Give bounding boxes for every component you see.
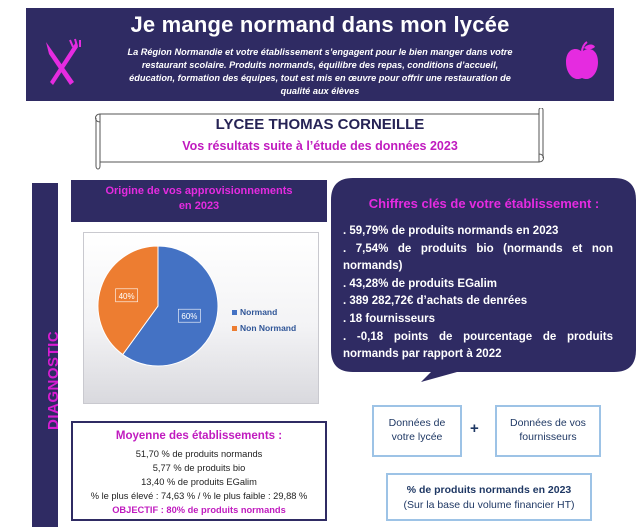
header-description: La Région Normandie et votre établissement s’engagent pour le bien manger dans votre restaurant scolaire. Produits normands, équilibre des repas, conditions d’accueil, éducation, formation des équipes, tout est mis en œuvre pour offrir une restauration de qualité aux élèves xyxy=(127,47,513,96)
average-lines xyxy=(73,447,325,517)
average-line: 5,77 % de produits bio xyxy=(152,463,246,473)
origin-title-box xyxy=(71,180,327,222)
average-title: Moyenne des établissements : xyxy=(115,430,283,442)
average-line: 51,70 % de produits normands xyxy=(135,449,263,459)
origin-title-line2: en 2023 xyxy=(178,200,220,212)
key-figure-item: . 43,28% de produits EGalim xyxy=(343,277,498,290)
key-figures-title: Chiffres clés de votre établissement : xyxy=(368,196,600,211)
result-note: (Sur la base du volume financier HT) xyxy=(403,499,575,511)
objective-line: OBJECTIF : 80% de produits normands xyxy=(112,505,286,515)
school-name: LYCEE THOMAS CORNEILLE xyxy=(215,116,425,133)
data-school-line2: votre lycée xyxy=(391,431,443,443)
chart-legend xyxy=(232,307,296,339)
data-school-line1: Données de xyxy=(388,417,446,429)
key-figure-item: . -0,18 points de pourcentage de produits normands par rapport à 2022 xyxy=(343,330,613,361)
result-title: % de produits normands en 2023 xyxy=(406,484,572,496)
data-suppliers-line2: fournisseurs xyxy=(519,431,577,443)
key-figure-item: . 389 282,72€ d’achats de denrées xyxy=(343,295,528,308)
header-banner xyxy=(26,8,614,101)
data-suppliers-line1: Données de vos xyxy=(510,417,586,429)
result-box xyxy=(386,473,592,521)
origin-title-line1: Origine de vos approvisionnements xyxy=(105,185,293,197)
plus-sign: + xyxy=(470,420,479,437)
legend-item-non-normand xyxy=(232,323,296,333)
legend-swatch-normand xyxy=(232,310,237,315)
legend-label-normand: Normand xyxy=(240,307,278,317)
key-figure-item: . 18 fournisseurs xyxy=(343,312,436,325)
page-title: Je mange normand dans mon lycée xyxy=(130,12,510,37)
diagnostic-label: DIAGNOSTIC xyxy=(45,330,62,430)
data-school-box xyxy=(372,405,462,457)
average-line: % le plus élevé : 74,63 % / % le plus faible : 29,88 % xyxy=(90,491,308,501)
cutlery-icon xyxy=(40,38,82,88)
apple-icon xyxy=(562,40,602,84)
legend-label-non-normand: Non Normand xyxy=(240,323,297,333)
pie-label-non-normand: 40% xyxy=(118,291,135,301)
legend-item-normand xyxy=(232,307,296,317)
legend-swatch-non-normand xyxy=(232,326,237,331)
data-suppliers-box xyxy=(495,405,601,457)
key-figure-item: . 7,54% de produits bio (normands et non normands) xyxy=(343,242,613,273)
results-subtitle: Vos résultats suite à l’étude des données 2023 xyxy=(182,139,458,153)
average-box xyxy=(71,421,327,521)
average-line: 13,40 % de produits EGalim xyxy=(141,477,257,487)
pie-label-normand: 60% xyxy=(181,312,198,322)
key-figures-list xyxy=(343,223,613,364)
origin-title xyxy=(71,184,327,214)
key-figure-item: . 59,79% de produits normands en 2023 xyxy=(343,225,559,237)
pie-chart-card xyxy=(83,232,319,404)
